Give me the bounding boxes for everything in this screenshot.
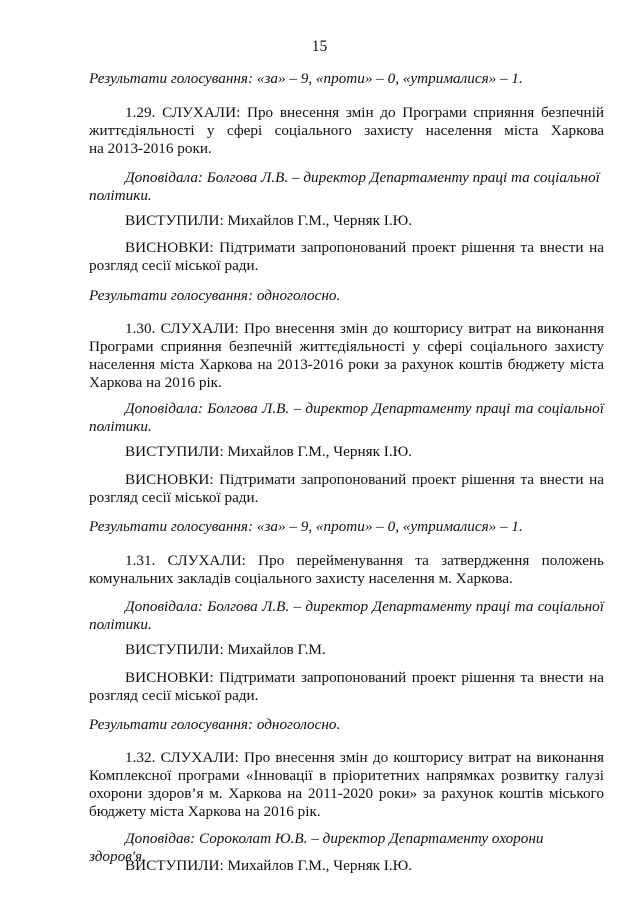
conclusion-line (89, 471, 604, 489)
reporter-line (89, 400, 604, 418)
text-line: Результати голосування: одноголосно. (89, 716, 341, 733)
text-line: на 2013-2016 роки. (89, 140, 212, 157)
heard-item-1-30-cont2 (89, 356, 604, 374)
text-line: розгляд сесії міської ради. (89, 687, 259, 704)
page-number: 15 (311, 38, 328, 55)
vote-result (89, 287, 604, 305)
text-line: Результати голосування: одноголосно. (89, 287, 341, 304)
text-line: Доповідав: Сороколат Ю.В. – директор Департаменту охорони здоров'я. (89, 830, 544, 865)
text-line: політики. (89, 616, 152, 633)
spoke-line (89, 212, 604, 230)
text-line: охорони здоров’я м. Харкова на 2011-2020 роки» за рахунок коштів міського (89, 785, 604, 802)
conclusion-line-cont (89, 489, 604, 507)
text-line: 1.32. СЛУХАЛИ: Про внесення змін до кошторису витрат на виконання (125, 749, 604, 766)
conclusion-line (89, 669, 604, 687)
reporter-line (89, 598, 604, 616)
text-line: Результати голосування: «за» – 9, «проти» – 0, «утрималися» – 1. (89, 518, 523, 535)
vote-result (89, 70, 604, 88)
spoke-line (89, 641, 604, 659)
text-line: ВИСТУПИЛИ: Михайлов Г.М. (125, 641, 326, 658)
text-line: Доповідала: Болгова Л.В. – директор Департаменту праці та соціальної (125, 400, 604, 417)
spoke-line (89, 443, 604, 461)
text-line: Доповідала: Болгова Л.В. – директор Департаменту праці та соціальної (125, 169, 600, 186)
text-line: Результати голосування: «за» – 9, «проти» – 0, «утрималися» – 1. (89, 70, 523, 87)
heard-item-1-29-cont (89, 122, 604, 140)
text-line: 1.29. СЛУХАЛИ: Про внесення змін до Програми сприяння безпечній (125, 104, 604, 121)
text-line: Доповідала: Болгова Л.В. – директор Департаменту праці та соціальної (125, 598, 604, 615)
heard-item-1-30-end (89, 374, 604, 392)
text-line: політики. (89, 418, 152, 435)
text-line: комунальних закладів соціального захисту населення м. Харкова. (89, 570, 513, 587)
text-line: 1.31. СЛУХАЛИ: Про перейменування та затвердження положень (125, 552, 604, 569)
text-line: ВИСТУПИЛИ: Михайлов Г.М., Черняк І.Ю. (125, 212, 413, 229)
conclusion-line-cont (89, 687, 604, 705)
heard-item-1-29 (89, 104, 604, 122)
heard-item-1-32-end (89, 803, 604, 821)
text-line: ВИСНОВКИ: Підтримати запропонований проект рішення та внести на (125, 669, 604, 686)
spoke-line (89, 857, 604, 875)
text-line: Комплексної програми «Інновації в пріоритетних напрямках розвитку галузі (89, 767, 604, 784)
heard-item-1-32 (89, 749, 604, 767)
vote-result (89, 518, 604, 536)
conclusion-line (89, 239, 604, 257)
text-line: ВИСТУПИЛИ: Михайлов Г.М., Черняк І.Ю. (125, 857, 413, 874)
text-line: 1.30. СЛУХАЛИ: Про внесення змін до кошторису витрат на виконання (125, 320, 604, 337)
text-line: ВИСНОВКИ: Підтримати запропонований проект рішення та внести на (125, 239, 604, 256)
text-line: ВИСНОВКИ: Підтримати запропонований проект рішення та внести на (125, 471, 604, 488)
text-line: життєдіяльності у сфері соціального захисту населення міста Харкова (89, 122, 604, 139)
heard-item-1-31-end (89, 570, 604, 588)
conclusion-line-cont (89, 257, 604, 275)
text-line: політики. (89, 187, 152, 204)
text-line: Програми сприяння безпечній життєдіяльності у сфері соціального захисту (89, 338, 604, 355)
reporter-line-cont (89, 187, 604, 205)
heard-item-1-32-cont2 (89, 785, 604, 803)
text-line: розгляд сесії міської ради. (89, 257, 259, 274)
text-line: бюджету міста Харкова на 2016 рік. (89, 803, 321, 820)
heard-item-1-29-end (89, 140, 604, 158)
text-line: населення міста Харкова на 2013-2016 роки за рахунок коштів бюджету міста (89, 356, 604, 373)
reporter-line (89, 169, 604, 187)
text-line: ВИСТУПИЛИ: Михайлов Г.М., Черняк І.Ю. (125, 443, 413, 460)
heard-item-1-31 (89, 552, 604, 570)
text-line: розгляд сесії міської ради. (89, 489, 259, 506)
reporter-line-cont (89, 616, 604, 634)
text-line: Харкова на 2016 рік. (89, 374, 222, 391)
heard-item-1-30 (89, 320, 604, 338)
reporter-line-cont (89, 418, 604, 436)
heard-item-1-32-cont (89, 767, 604, 785)
vote-result (89, 716, 604, 734)
heard-item-1-30-cont (89, 338, 604, 356)
